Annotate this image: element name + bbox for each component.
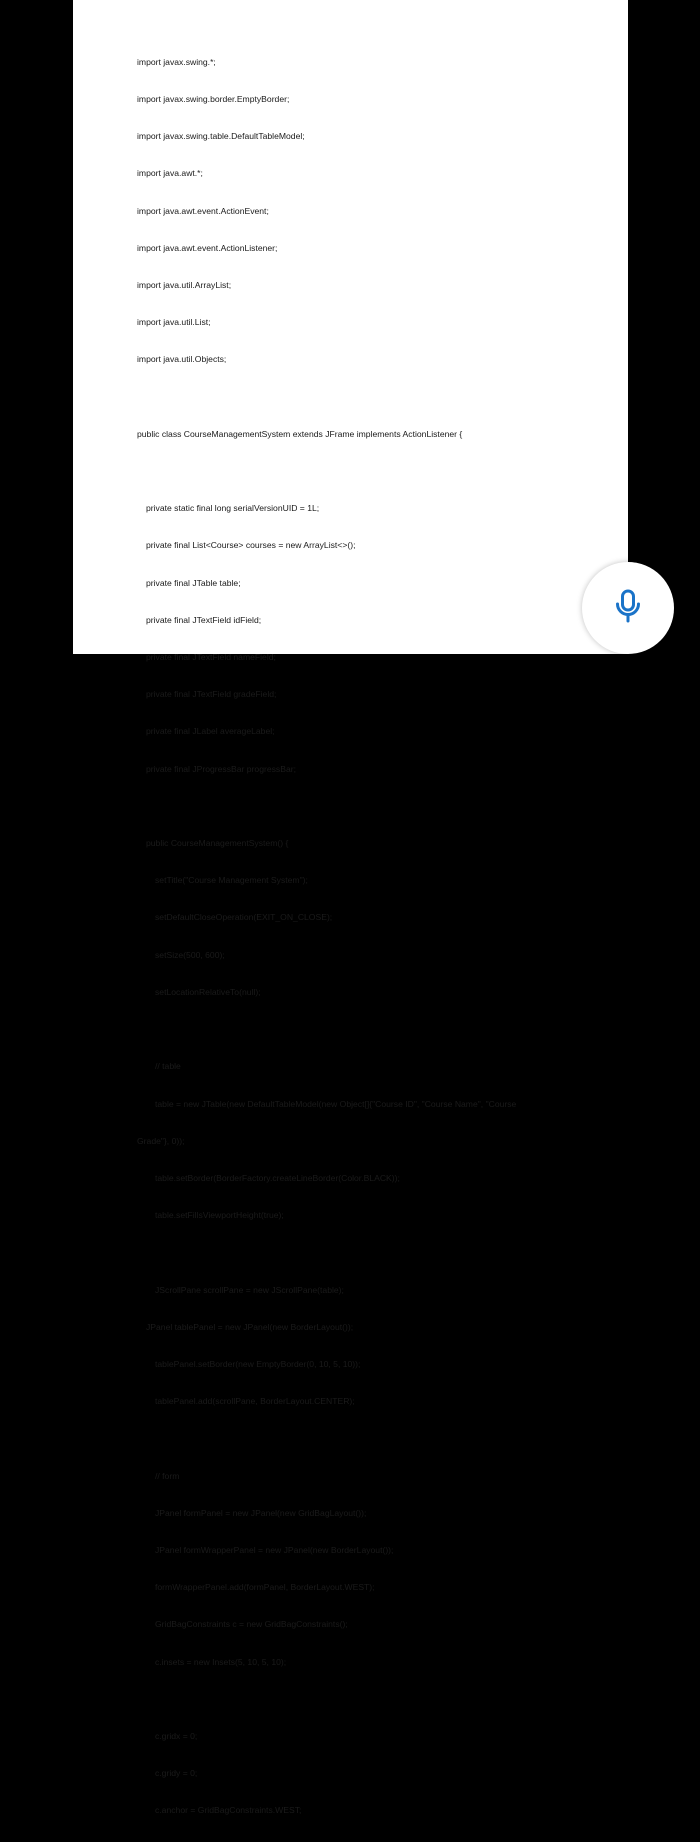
code-listing	[137, 31, 617, 1842]
blank-line	[137, 1246, 617, 1258]
code-line: private final JProgressBar progressBar;	[146, 763, 296, 774]
code-line: GridBagConstraints c = new GridBagConstraints();	[155, 1619, 348, 1630]
blank-line	[137, 465, 617, 477]
blank-line	[137, 1432, 617, 1444]
code-line: Grade"}, 0));	[137, 1135, 185, 1146]
code-line: JScrollPane scrollPane = new JScrollPane(table);	[155, 1284, 344, 1295]
code-line: private final JTextField gradeField;	[146, 689, 277, 700]
document-page	[73, 0, 628, 1816]
code-line: private static final long serialVersionUID = 1L;	[146, 503, 320, 514]
code-line: setDefaultCloseOperation(EXIT_ON_CLOSE);	[155, 912, 333, 923]
code-line: private final JTable table;	[146, 577, 241, 588]
code-line: table.setBorder(BorderFactory.createLineBorder(Color.BLACK));	[155, 1172, 400, 1183]
code-line: // form	[155, 1470, 180, 1481]
code-line: JPanel formPanel = new JPanel(new GridBagLayout());	[155, 1507, 367, 1518]
code-line: c.gridx = 0;	[155, 1730, 198, 1741]
code-line: table.setFillsViewportHeight(true);	[155, 1210, 284, 1221]
blank-line	[137, 1693, 617, 1705]
code-line: c.gridy = 0;	[155, 1768, 198, 1779]
code-line: private final JTextField idField;	[146, 614, 262, 625]
code-line: JPanel tablePanel = new JPanel(new BorderLayout());	[146, 1321, 354, 1332]
code-line: private final JTextField nameField;	[146, 652, 276, 663]
code-line: c.insets = new Insets(5, 10, 5, 10);	[155, 1656, 287, 1667]
code-line: import java.awt.*;	[137, 168, 203, 179]
microphone-icon	[614, 589, 642, 628]
code-line: tablePanel.setBorder(new EmptyBorder(0, 10, 5, 10));	[155, 1358, 361, 1369]
code-line: // table	[155, 1061, 181, 1072]
code-line: public class CourseManagementSystem extends JFrame implements ActionListener {	[137, 428, 463, 439]
code-line: import java.awt.event.ActionListener;	[137, 242, 278, 253]
code-line: JPanel formWrapperPanel = new JPanel(new BorderLayout());	[155, 1544, 394, 1555]
code-line: setSize(500, 600);	[155, 949, 225, 960]
code-line: import java.awt.event.ActionEvent;	[137, 205, 269, 216]
code-line: import java.util.ArrayList;	[137, 280, 232, 291]
code-line: tablePanel.add(scrollPane, BorderLayout.CENTER);	[155, 1396, 355, 1407]
code-line: formWrapperPanel.add(formPanel, BorderLayout.WEST);	[155, 1582, 375, 1593]
voice-input-button[interactable]	[582, 562, 674, 654]
code-line: table = new JTable(new DefaultTableModel(new Object[]{"Course ID", "Course Name", "Course	[155, 1098, 517, 1109]
code-line: import javax.swing.table.DefaultTableModel;	[137, 131, 305, 142]
code-line: import javax.swing.border.EmptyBorder;	[137, 94, 290, 105]
code-line: import java.util.Objects;	[137, 354, 227, 365]
code-line: public CourseManagementSystem() {	[146, 838, 289, 849]
blank-line	[137, 800, 617, 812]
code-line: import javax.swing.*;	[137, 56, 216, 67]
blank-line	[137, 391, 617, 403]
code-line: setTitle("Course Management System");	[155, 875, 308, 886]
code-line: setLocationRelativeTo(null);	[155, 986, 261, 997]
code-line: private final JLabel averageLabel;	[146, 726, 275, 737]
blank-line	[137, 1023, 617, 1035]
code-line: c.anchor = GridBagConstraints.WEST;	[155, 1805, 302, 1816]
code-line: import java.util.List;	[137, 317, 211, 328]
code-line: private final List<Course> courses = new ArrayList<>();	[146, 540, 356, 551]
